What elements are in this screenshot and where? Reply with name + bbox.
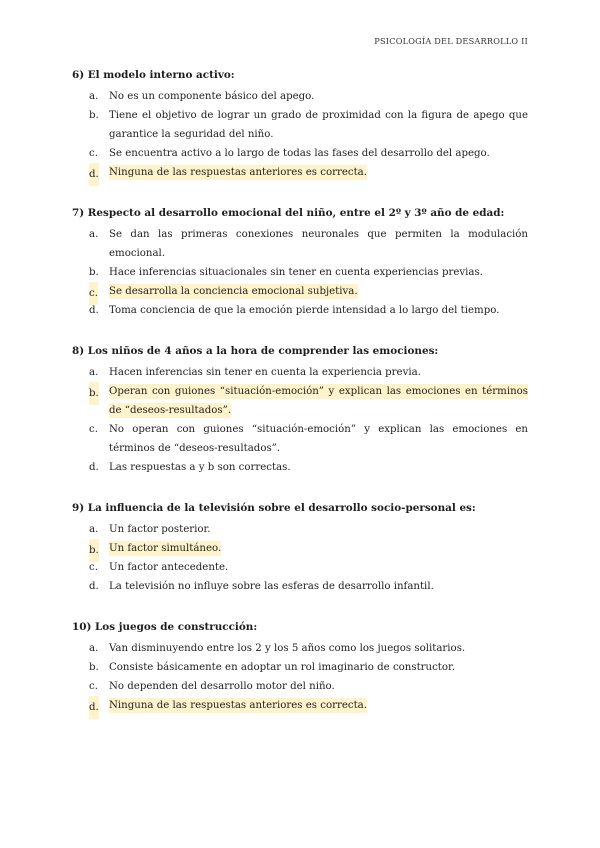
option-letter: c.	[89, 148, 98, 159]
option-letter: a.	[89, 643, 99, 654]
option-c	[72, 144, 528, 163]
option-c-correct	[72, 282, 528, 301]
option-d-correct	[72, 163, 528, 182]
option-letter: a.	[89, 367, 99, 378]
option-text: Se encuentra activo a lo largo de todas las fases del desarrollo del apego.	[109, 148, 490, 159]
option-letter: a.	[89, 524, 99, 535]
option-d-correct	[72, 696, 528, 715]
option-text: Hace inferencias situacionales sin tener en cuenta experiencias previas.	[109, 267, 483, 278]
running-header: PSICOLOGÍA DEL DESARROLLO II	[374, 36, 528, 46]
question-8	[72, 344, 528, 477]
option-b	[72, 263, 528, 282]
option-letter: d.	[89, 696, 99, 719]
option-list	[72, 87, 528, 182]
option-letter: d.	[89, 462, 99, 473]
option-a	[72, 363, 528, 382]
option-text: Van disminuyendo entre los 2 y los 5 años como los juegos solitarios.	[109, 643, 466, 654]
question-title: 7) Respecto al desarrollo emocional del niño, entre el 2º y 3º año de edad:	[72, 207, 505, 219]
question-title: 8) Los niños de 4 años a la hora de comprender las emociones:	[72, 345, 439, 357]
question-7	[72, 206, 528, 320]
option-letter: c.	[89, 424, 98, 435]
option-d	[72, 577, 528, 596]
option-text: Un factor simultáneo.	[109, 543, 222, 554]
option-letter: b.	[89, 539, 99, 562]
option-c	[72, 420, 528, 458]
question-10	[72, 620, 528, 715]
option-text: No operan con guiones “situación-emoción” y explican las emociones en términos de “deseos-resultados”.	[109, 424, 528, 454]
option-letter: a.	[89, 229, 99, 240]
option-list	[72, 520, 528, 596]
option-text: Ninguna de las respuestas anteriores es correcta.	[109, 167, 367, 178]
option-text: La televisión no influye sobre las esferas de desarrollo infantil.	[109, 581, 434, 592]
option-letter: c.	[89, 681, 98, 692]
option-text: No es un componente básico del apego.	[109, 91, 315, 102]
option-text: No dependen del desarrollo motor del niño.	[109, 681, 335, 692]
option-letter: d.	[89, 163, 99, 186]
option-letter: a.	[89, 91, 99, 102]
option-letter: b.	[89, 382, 99, 405]
option-a	[72, 87, 528, 106]
option-b	[72, 658, 528, 677]
option-text: Se desarrolla la conciencia emocional subjetiva.	[109, 286, 358, 297]
option-a	[72, 639, 528, 658]
option-letter: d.	[89, 581, 99, 592]
option-text: Consiste básicamente en adoptar un rol imaginario de constructor.	[109, 662, 456, 673]
question-6	[72, 68, 528, 182]
option-text: Ninguna de las respuestas anteriores es correcta.	[109, 700, 367, 711]
option-text: Tiene el objetivo de lograr un grado de proximidad con la figura de apego que garantice la seguridad del niño.	[109, 110, 528, 140]
option-text: Hacen inferencias sin tener en cuenta la experiencia previa.	[109, 367, 421, 378]
option-list	[72, 363, 528, 477]
question-9	[72, 501, 528, 596]
question-title: 10) Los juegos de construcción:	[72, 621, 258, 633]
option-text: Toma conciencia de que la emoción pierde intensidad a lo largo del tiempo.	[109, 305, 500, 316]
option-c	[72, 558, 528, 577]
option-a	[72, 225, 528, 263]
option-list	[72, 639, 528, 715]
option-text: Un factor antecedente.	[109, 562, 229, 573]
option-letter: c.	[89, 282, 98, 305]
option-b	[72, 106, 528, 144]
option-a	[72, 520, 528, 539]
option-letter: b.	[89, 110, 99, 121]
option-b-correct	[72, 382, 528, 420]
question-title: 9) La influencia de la televisión sobre el desarrollo socio-personal es:	[72, 502, 476, 514]
option-d	[72, 458, 528, 477]
option-text: Un factor posterior.	[109, 524, 211, 535]
question-title: 6) El modelo interno activo:	[72, 69, 235, 81]
option-letter: b.	[89, 267, 99, 278]
option-letter: b.	[89, 662, 99, 673]
option-list	[72, 225, 528, 320]
option-letter: c.	[89, 562, 98, 573]
option-c	[72, 677, 528, 696]
option-text: Las respuestas a y b son correctas.	[109, 462, 291, 473]
option-d	[72, 301, 528, 320]
question-list	[72, 68, 528, 739]
option-text: Se dan las primeras conexiones neuronales que permiten la modulación emocional.	[109, 229, 528, 259]
option-letter: d.	[89, 305, 99, 316]
option-b-correct	[72, 539, 528, 558]
option-text: Operan con guiones “situación-emoción” y explican las emociones en términos de “deseos-resultados”.	[109, 386, 528, 416]
